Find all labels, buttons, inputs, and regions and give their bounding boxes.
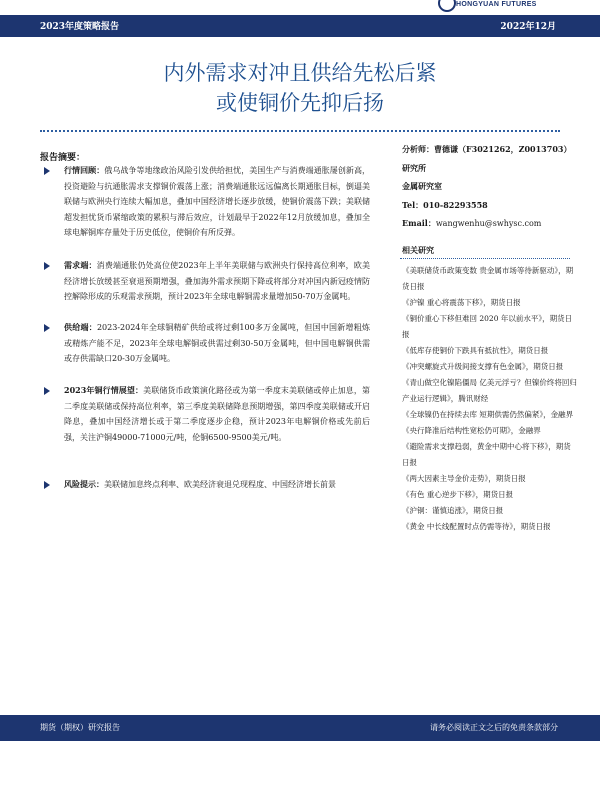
related-item[interactable]: 《铜价重心下移但难回 2020 年以前水平》，期货日报 xyxy=(402,314,573,339)
related-item[interactable]: 《全球镍仍在持续去库 短期供需仍然偏紧》，金融界 xyxy=(402,410,574,419)
report-date: 2022年12月 xyxy=(500,22,556,32)
footer-report-type: 期货（期权）研究报告 xyxy=(40,723,120,732)
report-title-line1: 内外需求对冲且供给先松后紧 xyxy=(163,61,437,85)
tel-label: Tel： xyxy=(402,199,424,210)
item-text: 美联储货币政策演化路径或为第一季度末美联储或停止加息，第二季度美联储或保持高位利率，第三季度美联储降息预期增强，第四季度美联储或开启降息，叠加中国经济增长或于第二季度逐步企稳，预计2023年电解铜价格或先前后强，关注沪铜49000-71000元/吨，伦铜6500-9500美元/吨。 xyxy=(64,386,371,442)
bullet-arrow-icon xyxy=(44,167,50,175)
bullet-arrow-icon xyxy=(44,324,50,332)
bullet-arrow-icon xyxy=(44,481,50,489)
related-item[interactable]: 《有色 重心逆步下移》，期货日报 xyxy=(402,490,514,499)
title-divider xyxy=(40,130,560,132)
item-text: 俄乌战争等地缘政治风险引发供给担忧，美国生产与消费端通胀屡创新高，投资避险与抗通胀需求支撑铜价震荡上涨；消费端通胀远远偏离长期通胀目标，倒逼美联储与欧洲央行连续大幅加息，叠加中国经济增长逐步放缓，使铜价震荡下跌；美联储超发担忧货币紧缩政策的累积与滞后效应，计划最早于2022年12月放缓加息，叠加全球电解铜库存量处于历史低位，使铜价有所反弹。 xyxy=(64,166,371,237)
related-item[interactable]: 《沪镍 重心将震荡下移》，期货日报 xyxy=(402,298,521,307)
abstract-item-risk xyxy=(44,477,370,493)
item-label: 供给端： xyxy=(64,322,97,332)
analyst-info xyxy=(402,142,582,232)
header-bar xyxy=(0,15,600,37)
bullet-arrow-icon xyxy=(44,387,50,395)
abstract-item-review xyxy=(44,163,370,241)
footer-disclaimer: 请务必阅读正文之后的免责条款部分 xyxy=(430,723,558,732)
item-text: 2023-2024年全球铜精矿供给或将过剩100多万金属吨，但国中国新增粗炼或精炼产能不足，2023年全球电解铜或供需过剩30-50万金属吨，但中国电解铜供需或存供需缺口20-30万金属吨。 xyxy=(64,323,370,363)
bullet-arrow-icon xyxy=(44,262,50,270)
item-label: 需求端： xyxy=(64,260,97,270)
report-title-line2: 或使铜价先抑后扬 xyxy=(216,91,384,115)
related-item[interactable]: 《避险需求支撑趋弱，黄金中期中心将下移》，期货日报 xyxy=(402,442,571,467)
email-label: Email： xyxy=(402,218,436,228)
related-item[interactable]: 《沪铜：谨慎追涨》，期货日报 xyxy=(402,506,504,515)
item-label: 2023年铜行情展望： xyxy=(64,385,144,395)
analyst-name: 分析师：曹德谦（F3021262，Z0013703） xyxy=(402,144,572,154)
related-item[interactable]: 《黄金 中长线配置时点仍需等待》，期货日报 xyxy=(402,522,551,531)
abstract-heading: 报告摘要： xyxy=(40,153,86,163)
logo-mark-icon xyxy=(438,0,456,12)
related-item[interactable]: 《两大因素主导金价走势》，期货日报 xyxy=(402,474,526,483)
report-type: 2023年度策略报告 xyxy=(40,22,120,32)
abstract-item-outlook xyxy=(44,383,370,445)
institute: 研究所 xyxy=(402,162,426,173)
email-value: wangwenhu@swhysc.com xyxy=(435,219,542,228)
related-research-heading: 相关研究 xyxy=(402,245,434,255)
item-label: 行情回顾： xyxy=(64,165,105,175)
related-item[interactable]: 《冲突螺旋式升级间接支撑有色金属》，期货日报 xyxy=(402,362,564,371)
related-item[interactable]: 《美联储货币政策变数 贵金属市场等待新驱动》，期货日报 xyxy=(402,266,574,291)
related-research-list xyxy=(402,263,577,535)
department: 金属研究室 xyxy=(402,181,442,191)
abstract-item-demand xyxy=(44,258,370,305)
footer-bar xyxy=(0,715,600,741)
tel-value: 010-82293558 xyxy=(423,199,488,210)
related-item[interactable]: 《央行降准后结构性宽松仍可期》，金融界 xyxy=(402,426,541,435)
abstract-item-supply xyxy=(44,320,370,367)
item-text: 消费端通胀仍处高位使2023年上半年美联储与欧洲央行保持高位利率，欧美经济增长放缓甚至衰退预期增强，叠加海外需求预期下降或将部分对冲国内新冠疫情防控解除形成的乐观需求预期，预计2023年全球电解铜需求量增加50-70万金属吨。 xyxy=(64,261,371,301)
logo-text: HONGYUAN FUTURES xyxy=(456,1,537,8)
related-item[interactable]: 《青山做空化镍陷僵局 亿美元浮亏？但镍价终将回归产业运行逻辑》，腾讯财经 xyxy=(402,378,577,403)
related-item[interactable]: 《低库存使铜价下跌具有抵抗性》，期货日报 xyxy=(402,346,549,355)
related-divider xyxy=(400,258,570,259)
company-logo xyxy=(432,0,572,15)
item-text: 美联储加息终点利率、欧美经济衰退兑现程度、中国经济增长前景 xyxy=(104,480,336,489)
item-label: 风险提示： xyxy=(64,479,104,489)
